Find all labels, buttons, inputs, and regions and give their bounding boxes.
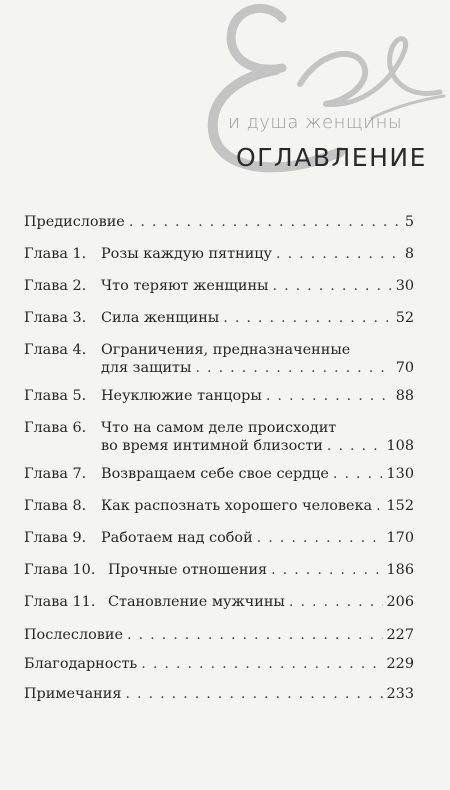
toc-entry-chapter-11 <box>24 593 414 611</box>
toc-entry-title: Примечания <box>24 686 122 702</box>
page-title: ОГЛАВЛЕНИЕ <box>236 143 427 172</box>
toc-page-number: 229 <box>386 656 414 672</box>
toc-page-number: 108 <box>386 438 414 454</box>
toc-entry-title: Становление мужчины <box>108 594 285 610</box>
toc-page-number: 5 <box>404 214 414 230</box>
toc-entry-title: Работаем над собой <box>101 530 253 546</box>
toc-entry-title: Предисловие <box>24 214 125 230</box>
chapter-number: Глава 9. <box>24 530 87 546</box>
toc-entry-chapter-9 <box>24 529 414 547</box>
book-subtitle: и душа женщины <box>228 112 403 133</box>
toc-entry-notes <box>24 685 414 703</box>
toc-page-number: 186 <box>386 562 414 578</box>
toc-entry-title: Возвращаем себе свое сердце <box>101 466 329 482</box>
toc-page-number: 70 <box>395 360 414 376</box>
toc-entry-title-continued: для защиты <box>101 360 192 376</box>
toc-entry-preface <box>24 213 414 231</box>
toc-page-number: 30 <box>395 278 414 294</box>
dot-leader <box>327 437 383 455</box>
dot-leader <box>223 309 391 327</box>
toc-page-number: 88 <box>395 388 414 404</box>
toc-entry-chapter-1 <box>24 245 414 263</box>
toc-entry-acknowledgments <box>24 655 414 673</box>
toc-entry-chapter-6 <box>24 419 414 455</box>
chapter-number: Глава 4. <box>24 342 87 358</box>
chapter-number: Глава 2. <box>24 278 87 294</box>
toc-page-number: 227 <box>386 627 414 643</box>
toc-entry-chapter-5 <box>24 387 414 405</box>
chapter-number: Глава 8. <box>24 498 87 514</box>
toc-entry-title: Неуклюжие танцоры <box>101 388 262 404</box>
toc-entry-chapter-10 <box>24 561 414 579</box>
chapter-number: Глава 10. <box>24 562 96 578</box>
dot-leader <box>271 561 382 579</box>
chapter-number: Глава 3. <box>24 310 87 326</box>
toc-entry-title: Послесловие <box>24 627 124 643</box>
chapter-number: Глава 5. <box>24 388 87 404</box>
dot-leader <box>376 497 382 515</box>
dot-leader <box>195 359 391 377</box>
toc-entry-afterword <box>24 626 414 644</box>
dot-leader <box>276 245 401 263</box>
toc-entry-chapter-3 <box>24 309 414 327</box>
dot-leader <box>129 213 401 231</box>
dot-leader <box>127 626 383 644</box>
dot-leader <box>125 685 382 703</box>
dot-leader <box>289 593 383 611</box>
dot-leader <box>141 655 382 673</box>
toc-entry-title: Сила женщины <box>101 310 220 326</box>
dot-leader <box>257 529 383 547</box>
toc-entry-title: Ограничения, предназначенные <box>101 342 351 358</box>
chapter-number: Глава 1. <box>24 246 87 262</box>
toc-entry-chapter-2 <box>24 277 414 295</box>
toc-page-number: 206 <box>386 594 414 610</box>
toc-page-number: 8 <box>404 246 414 262</box>
toc-page-number: 170 <box>386 530 414 546</box>
toc-entry-chapter-7 <box>24 465 414 483</box>
chapter-number: Глава 6. <box>24 420 87 436</box>
dot-leader <box>266 387 392 405</box>
toc-entry-chapter-8 <box>24 497 414 515</box>
toc-entry-title: Что на самом деле происходит <box>101 420 337 436</box>
toc-page-number: 52 <box>395 310 414 326</box>
toc-entry-title: Что теряют женщины <box>101 278 269 294</box>
dot-leader <box>333 465 383 483</box>
toc-entry-title: Благодарность <box>24 656 138 672</box>
toc-entry-title-continued: во время интимной близости <box>101 438 323 454</box>
toc-page-number: 233 <box>386 686 414 702</box>
dot-leader <box>273 277 392 295</box>
chapter-number: Глава 11. <box>24 594 96 610</box>
toc-entry-title: Прочные отношения <box>108 562 268 578</box>
toc-entry-title: Розы каждую пятницу <box>101 246 273 262</box>
toc-entry-chapter-4 <box>24 341 414 377</box>
chapter-number: Глава 7. <box>24 466 87 482</box>
toc-page-number: 130 <box>386 466 414 482</box>
toc-page-number: 152 <box>386 498 414 514</box>
toc-entry-title: Как распознать хорошего человека <box>101 498 373 514</box>
